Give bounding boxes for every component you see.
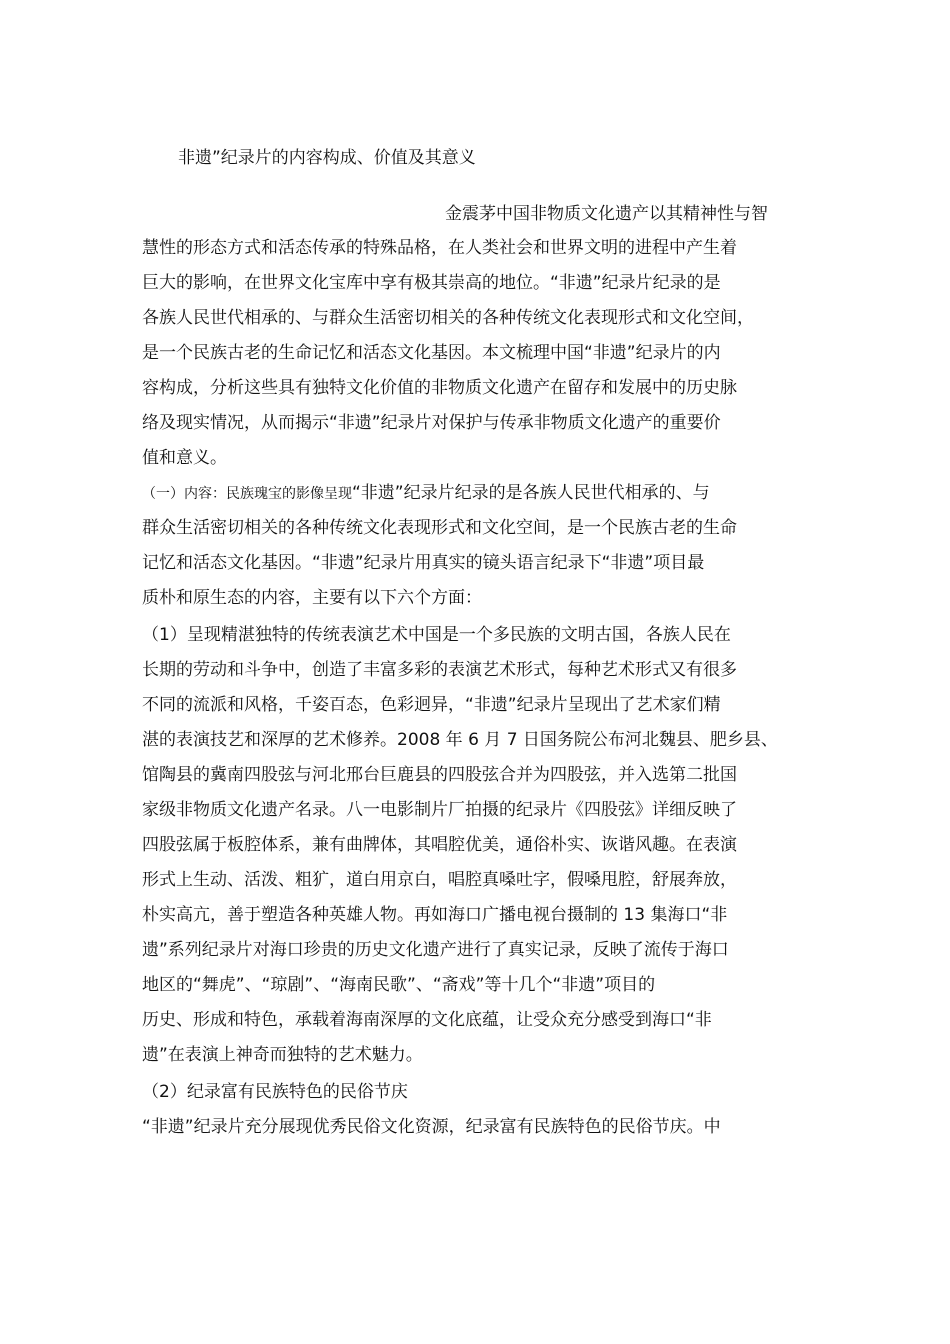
abstract-line: 络及现实情况，从而揭示“非遗”纪录片对保护与传承非物质文化遗产的重要价 xyxy=(142,413,721,433)
abstract-line: 金震茅中国非物质文化遗产以其精神性与智 xyxy=(445,204,768,224)
paragraph-line: 四股弦属于板腔体系，兼有曲牌体，其唱腔优美，通俗朴实、诙谐风趣。在表演 xyxy=(142,835,737,855)
section-heading-line xyxy=(142,478,710,509)
paragraph-line: （1）呈现精湛独特的传统表演艺术中国是一个多民族的文明古国，各族人民在 xyxy=(142,625,731,645)
paragraph-line: 长期的劳动和斗争中，创造了丰富多彩的表演艺术形式，每种艺术形式又有很多 xyxy=(142,660,737,680)
section-line: 记忆和活态文化基因。“非遗”纪录片用真实的镜头语言纪录下“非遗”项目最 xyxy=(142,553,705,573)
abstract-line: 各族人民世代相承的、与群众生活密切相关的各种传统文化表现形式和文化空间， xyxy=(142,308,754,328)
section-heading: （一）内容：民族瑰宝的影像呈现 xyxy=(142,486,352,502)
paragraph-line: 馆陶县的冀南四股弦与河北邢台巨鹿县的四股弦合并为四股弦，并入选第二批国 xyxy=(142,765,737,785)
paragraph-line: 形式上生动、活泼、粗犷，道白用京白，唱腔真嗓吐字，假嗓甩腔，舒展奔放， xyxy=(142,870,737,890)
document-title: 非遗”纪录片的内容构成、价值及其意义 xyxy=(178,148,476,168)
paragraph-line: 历史、形成和特色，承载着海南深厚的文化底蕴，让受众充分感受到海口“非 xyxy=(142,1010,712,1030)
paragraph-line: 朴实高亢，善于塑造各种英雄人物。再如海口广播电视台摄制的 13 集海口“非 xyxy=(142,905,728,925)
abstract-line: 巨大的影响，在世界文化宝库中享有极其崇高的地位。“非遗”纪录片纪录的是 xyxy=(142,273,721,293)
paragraph-line: 遗”在表演上神奇而独特的艺术魅力。 xyxy=(142,1045,423,1065)
abstract-line: 值和意义。 xyxy=(142,448,227,468)
paragraph-line: 家级非物质文化遗产名录。八一电影制片厂拍摄的纪录片《四股弦》详细反映了 xyxy=(142,800,737,820)
subsection-heading: （2）纪录富有民族特色的民俗节庆 xyxy=(142,1082,408,1102)
section-line: 群众生活密切相关的各种传统文化表现形式和文化空间，是一个民族古老的生命 xyxy=(142,518,737,538)
paragraph-line: 遗”系列纪录片对海口珍贵的历史文化遗产进行了真实记录，反映了流传于海口 xyxy=(142,940,729,960)
abstract-line: 是一个民族古老的生命记忆和活态文化基因。本文梳理中国“非遗”纪录片的内 xyxy=(142,343,721,363)
section-text: “非遗”纪录片纪录的是各族人民世代相承的、与 xyxy=(352,483,710,503)
paragraph-line: “非遗”纪录片充分展现优秀民俗文化资源，纪录富有民族特色的民俗节庆。中 xyxy=(142,1117,721,1137)
paragraph-line: 不同的流派和风格，千姿百态，色彩迥异，“非遗”纪录片呈现出了艺术家们精 xyxy=(142,695,721,715)
paragraph-line: 湛的表演技艺和深厚的艺术修养。2008 年 6 月 7 日国务院公布河北魏县、肥乡县、 xyxy=(142,730,778,750)
section-line: 质朴和原生态的内容，主要有以下六个方面： xyxy=(142,588,482,608)
abstract-line: 慧性的形态方式和活态传承的特殊品格，在人类社会和世界文明的进程中产生着 xyxy=(142,238,737,258)
paragraph-line: 地区的“舞虎”、“琼剧”、“海南民歌”、“斋戏”等十几个“非遗”项目的 xyxy=(142,975,656,995)
abstract-line: 容构成，分析这些具有独特文化价值的非物质文化遗产在留存和发展中的历史脉 xyxy=(142,378,737,398)
